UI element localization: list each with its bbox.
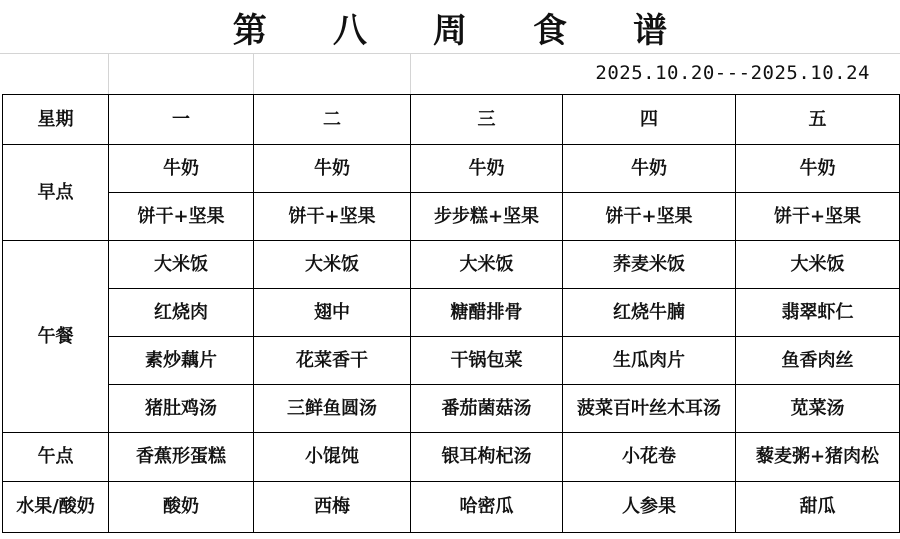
day-header: 一 bbox=[109, 95, 254, 145]
meal-label: 午餐 bbox=[3, 241, 109, 433]
menu-cell: 饼干+坚果 bbox=[109, 193, 254, 241]
gridline bbox=[0, 53, 900, 54]
weekday-header-label: 星期 bbox=[3, 95, 109, 145]
title-char: 八 bbox=[332, 10, 367, 51]
table-row bbox=[3, 193, 900, 241]
meal-label: 午点 bbox=[3, 433, 109, 482]
meal-label: 早点 bbox=[3, 145, 109, 241]
menu-cell: 花菜香干 bbox=[254, 337, 411, 385]
title-char: 周 bbox=[432, 10, 468, 51]
gridline bbox=[410, 54, 411, 94]
menu-cell: 酸奶 bbox=[109, 482, 254, 533]
day-header: 五 bbox=[736, 95, 900, 145]
day-header: 三 bbox=[411, 95, 563, 145]
meal-label: 水果/酸奶 bbox=[3, 482, 109, 533]
menu-cell: 牛奶 bbox=[109, 145, 254, 193]
menu-cell: 番茄菌菇汤 bbox=[411, 385, 563, 433]
menu-cell: 藜麦粥+猪肉松 bbox=[736, 433, 900, 482]
menu-cell: 素炒藕片 bbox=[109, 337, 254, 385]
table-row bbox=[3, 385, 900, 433]
menu-cell: 步步糕+坚果 bbox=[411, 193, 563, 241]
menu-cell: 大米饭 bbox=[109, 241, 254, 289]
table-row bbox=[3, 289, 900, 337]
menu-cell: 大米饭 bbox=[254, 241, 411, 289]
menu-cell: 饼干+坚果 bbox=[736, 193, 900, 241]
menu-cell: 大米饭 bbox=[736, 241, 900, 289]
menu-cell: 菠菜百叶丝木耳汤 bbox=[563, 385, 736, 433]
menu-cell: 银耳枸杞汤 bbox=[411, 433, 563, 482]
title-char: 谱 bbox=[633, 10, 668, 51]
table-row bbox=[3, 482, 900, 533]
table-row bbox=[3, 337, 900, 385]
menu-cell: 翡翠虾仁 bbox=[736, 289, 900, 337]
page-title bbox=[0, 0, 900, 54]
title-char: 食 bbox=[533, 10, 568, 51]
menu-cell: 人参果 bbox=[563, 482, 736, 533]
menu-cell: 小花卷 bbox=[563, 433, 736, 482]
menu-cell: 糖醋排骨 bbox=[411, 289, 563, 337]
menu-cell: 牛奶 bbox=[563, 145, 736, 193]
menu-cell: 哈密瓜 bbox=[411, 482, 563, 533]
table-row bbox=[3, 433, 900, 482]
menu-cell: 牛奶 bbox=[411, 145, 563, 193]
header-row bbox=[3, 95, 900, 145]
menu-cell: 香蕉形蛋糕 bbox=[109, 433, 254, 482]
day-header: 二 bbox=[254, 95, 411, 145]
menu-cell: 红烧牛腩 bbox=[563, 289, 736, 337]
menu-cell: 小馄饨 bbox=[254, 433, 411, 482]
title-char: 第 bbox=[232, 10, 267, 51]
table-row bbox=[3, 145, 900, 193]
menu-cell: 饼干+坚果 bbox=[254, 193, 411, 241]
menu-cell: 荞麦米饭 bbox=[563, 241, 736, 289]
menu-cell: 西梅 bbox=[254, 482, 411, 533]
menu-cell: 牛奶 bbox=[254, 145, 411, 193]
menu-cell: 苋菜汤 bbox=[736, 385, 900, 433]
menu-cell: 三鲜鱼圆汤 bbox=[254, 385, 411, 433]
menu-cell: 饼干+坚果 bbox=[563, 193, 736, 241]
menu-cell: 猪肚鸡汤 bbox=[109, 385, 254, 433]
menu-cell: 鱼香肉丝 bbox=[736, 337, 900, 385]
gridline bbox=[253, 54, 254, 94]
menu-cell: 生瓜肉片 bbox=[563, 337, 736, 385]
menu-cell: 干锅包菜 bbox=[411, 337, 563, 385]
menu-cell: 大米饭 bbox=[411, 241, 563, 289]
menu-cell: 红烧肉 bbox=[109, 289, 254, 337]
menu-table bbox=[2, 94, 900, 533]
day-header: 四 bbox=[563, 95, 736, 145]
menu-cell: 甜瓜 bbox=[736, 482, 900, 533]
gridline bbox=[108, 54, 109, 94]
menu-cell: 牛奶 bbox=[736, 145, 900, 193]
menu-cell: 翅中 bbox=[254, 289, 411, 337]
table-row bbox=[3, 241, 900, 289]
date-range: 2025.10.20---2025.10.24 bbox=[595, 62, 870, 84]
